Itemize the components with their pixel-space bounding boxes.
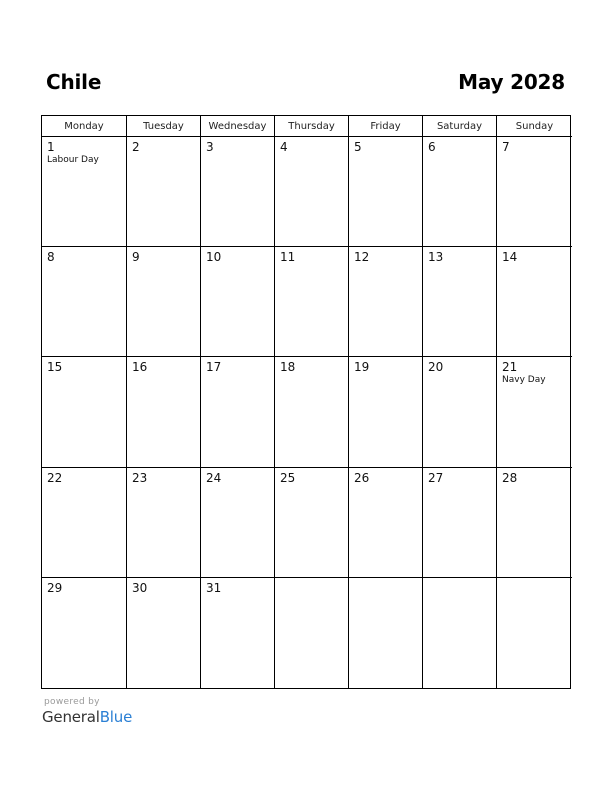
day-number: 11: [280, 250, 296, 265]
day-cell[interactable]: [127, 468, 201, 578]
weekday-header-thursday: Thursday: [275, 116, 349, 137]
weekday-header-saturday: Saturday: [423, 116, 497, 137]
day-number: 12: [354, 250, 370, 265]
day-cell[interactable]: [201, 247, 275, 357]
day-cell[interactable]: [349, 578, 423, 688]
day-number: 1: [47, 140, 55, 154]
day-cell[interactable]: [275, 137, 349, 247]
day-number: 6: [428, 140, 436, 154]
day-cell[interactable]: [42, 468, 127, 578]
day-cell[interactable]: [497, 137, 572, 247]
day-cell[interactable]: [275, 578, 349, 688]
generalblue-logo[interactable]: [42, 708, 132, 726]
month-year-title: May 2028: [458, 70, 565, 94]
calendar-grid: [41, 115, 571, 689]
day-number: 9: [132, 250, 140, 265]
day-cell[interactable]: [127, 137, 201, 247]
day-number: 17: [206, 360, 222, 375]
holiday-label: Labour Day: [47, 155, 99, 165]
day-number: 28: [502, 470, 518, 485]
day-number: 13: [428, 250, 444, 265]
day-number: 4: [280, 140, 288, 154]
weekday-header-wednesday: Wednesday: [201, 116, 275, 137]
day-number: 26: [354, 470, 370, 485]
powered-by-label: powered by: [44, 697, 100, 707]
day-number: 2: [132, 140, 140, 154]
footer-branding: [42, 697, 132, 726]
day-number: 30: [132, 580, 148, 595]
day-cell[interactable]: [349, 247, 423, 357]
day-cell[interactable]: [127, 357, 201, 467]
holiday-label: Navy Day: [502, 375, 546, 386]
day-number: 15: [47, 360, 63, 375]
day-number: 8: [47, 250, 55, 265]
day-number: 20: [428, 360, 444, 375]
day-cell[interactable]: [497, 247, 572, 357]
day-cell[interactable]: [423, 468, 497, 578]
day-number: 31: [206, 580, 222, 595]
day-number: 24: [206, 470, 222, 485]
page-title: Chile: [46, 70, 102, 94]
day-number: 25: [280, 470, 296, 485]
weekday-header-sunday: Sunday: [497, 116, 572, 137]
day-number: 22: [47, 470, 63, 485]
day-number: 10: [206, 250, 222, 265]
day-cell[interactable]: [275, 357, 349, 467]
day-number: 7: [502, 140, 510, 154]
day-cell[interactable]: [127, 247, 201, 357]
day-cell[interactable]: [201, 578, 275, 688]
day-cell[interactable]: [201, 137, 275, 247]
day-cell[interactable]: [201, 468, 275, 578]
day-cell[interactable]: [42, 578, 127, 688]
day-cell[interactable]: [423, 578, 497, 688]
day-number: 29: [47, 580, 63, 595]
day-cell[interactable]: [42, 247, 127, 357]
brand-blue-text: Blue: [99, 708, 133, 726]
day-number: 23: [132, 470, 148, 485]
day-cell[interactable]: [423, 357, 497, 467]
day-cell[interactable]: [275, 468, 349, 578]
weekday-header-tuesday: Tuesday: [127, 116, 201, 137]
day-cell[interactable]: [349, 137, 423, 247]
day-cell[interactable]: [497, 357, 572, 467]
day-number: 5: [354, 140, 362, 154]
day-cell[interactable]: [497, 468, 572, 578]
day-cell[interactable]: [127, 578, 201, 688]
day-number: 19: [354, 360, 370, 375]
day-cell[interactable]: [423, 247, 497, 357]
day-number: 16: [132, 360, 148, 375]
day-number: 3: [206, 140, 214, 154]
day-number: 21: [502, 360, 518, 375]
day-number: 27: [428, 470, 444, 485]
brand-general-text: General: [42, 708, 100, 726]
day-cell[interactable]: [275, 247, 349, 357]
day-cell[interactable]: [349, 357, 423, 467]
day-number: 18: [280, 360, 296, 375]
day-cell[interactable]: [423, 137, 497, 247]
day-cell[interactable]: [497, 578, 572, 688]
weekday-header-friday: Friday: [349, 116, 423, 137]
day-cell[interactable]: [201, 357, 275, 467]
day-cell[interactable]: [42, 137, 127, 247]
day-number: 14: [502, 250, 518, 265]
day-cell[interactable]: [42, 357, 127, 467]
weekday-header-monday: Monday: [42, 116, 127, 137]
day-cell[interactable]: [349, 468, 423, 578]
